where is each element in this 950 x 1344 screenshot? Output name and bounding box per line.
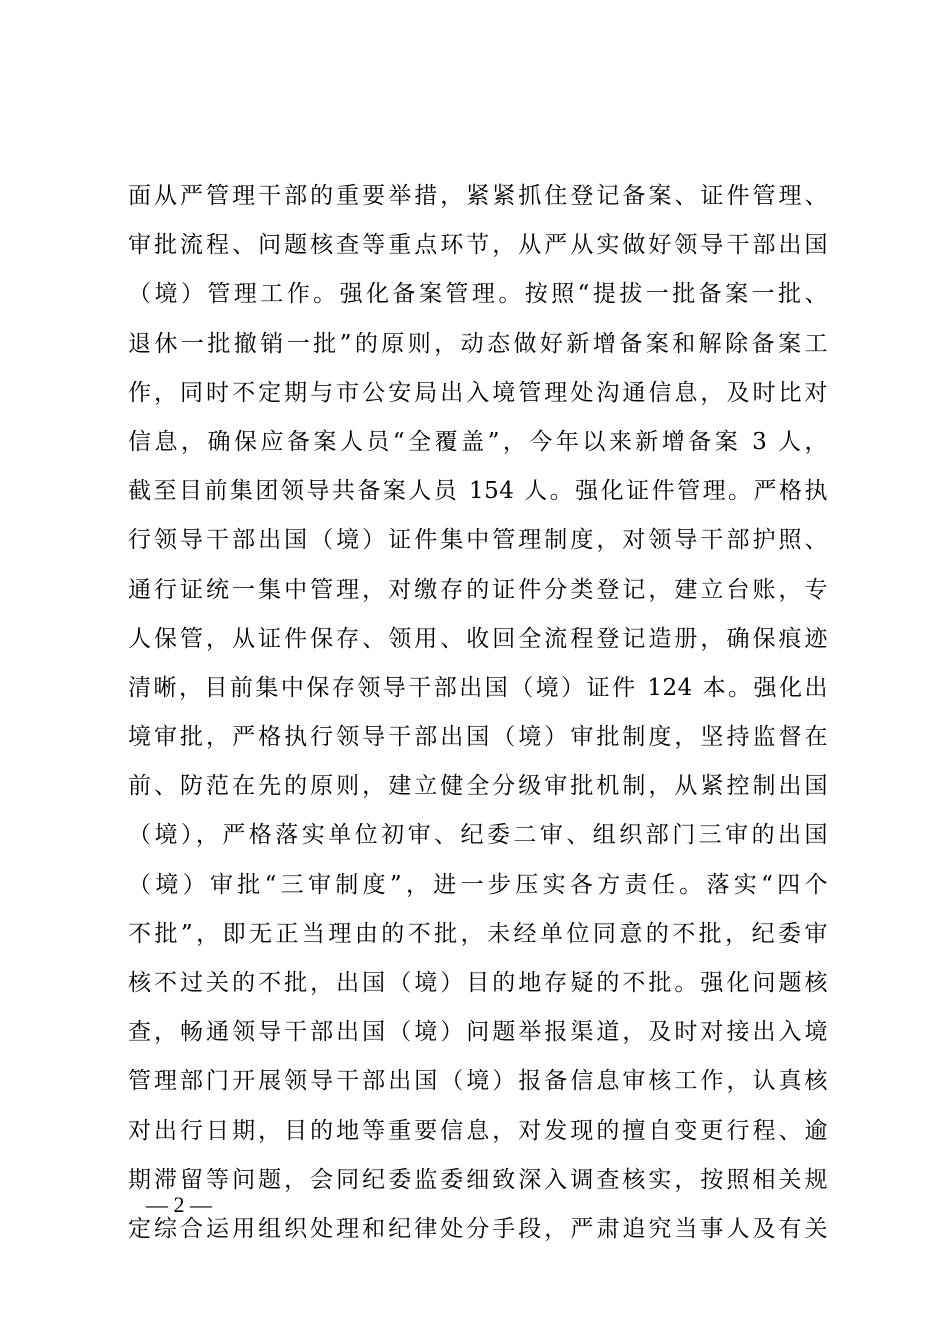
text-line: 前、防范在先的原则，建立健全分级审批机制，从紧控制出国 <box>128 773 828 800</box>
text-line: 境审批，严格执行领导干部出国（境）审批制度，坚持监督在 <box>128 724 828 751</box>
text-line: 信息，确保应备案人员“全覆盖”，今年以来新增备案 3 人， <box>128 428 828 455</box>
text-line: （境）管理工作。强化备案管理。按照“提拔一批备案一批、 <box>128 281 828 308</box>
text-line: 截至目前集团领导共备案人员 154 人。强化证件管理。严格执 <box>128 478 828 505</box>
text-line: 作，同时不定期与市公安局出入境管理处沟通信息，及时比对 <box>128 379 828 406</box>
text-line: （境）审批“三审制度”，进一步压实各方责任。落实“四个 <box>128 871 828 898</box>
text-line: 面从严管理干部的重要举措，紧紧抓住登记备案、证件管理、 <box>128 183 828 209</box>
text-line: 审批流程、问题核查等重点环节，从严从实做好领导干部出国 <box>128 232 828 259</box>
text-line: 管理部门开展领导干部出国（境）报备信息审核工作，认真核 <box>128 1068 828 1095</box>
text-line: 行领导干部出国（境）证件集中管理制度，对领导干部护照、 <box>128 527 828 554</box>
text-line: 通行证统一集中管理，对缴存的证件分类登记，建立台账，专 <box>128 576 828 603</box>
body-text <box>128 172 828 1254</box>
text-line: 退休一批撤销一批”的原则，动态做好新增备案和解除备案工 <box>128 330 828 357</box>
text-line: 对出行日期，目的地等重要信息，对发现的擅自变更行程、逾 <box>128 1117 828 1144</box>
text-line: 查，畅通领导干部出国（境）问题举报渠道，及时对接出入境 <box>128 1019 828 1046</box>
text-line: 人保管，从证件保存、领用、收回全流程登记造册，确保痕迹 <box>128 625 828 652</box>
text-line: 期滞留等问题，会同纪委监委细致深入调查核实，按照相关规 <box>128 1166 828 1193</box>
page-number: — 2 — <box>146 1192 212 1217</box>
text-line: 清晰，目前集中保存领导干部出国（境）证件 124 本。强化出 <box>128 674 828 701</box>
text-line: 不批”，即无正当理由的不批，未经单位同意的不批，纪委审 <box>128 920 828 947</box>
text-line: （境），严格落实单位初审、纪委二审、组织部门三审的出国 <box>128 822 828 849</box>
text-line: 核不过关的不批，出国（境）目的地存疑的不批。强化问题核 <box>128 970 828 996</box>
text-line: 定综合运用组织处理和纪律处分手段，严肃追究当事人及有关 <box>128 1215 828 1242</box>
